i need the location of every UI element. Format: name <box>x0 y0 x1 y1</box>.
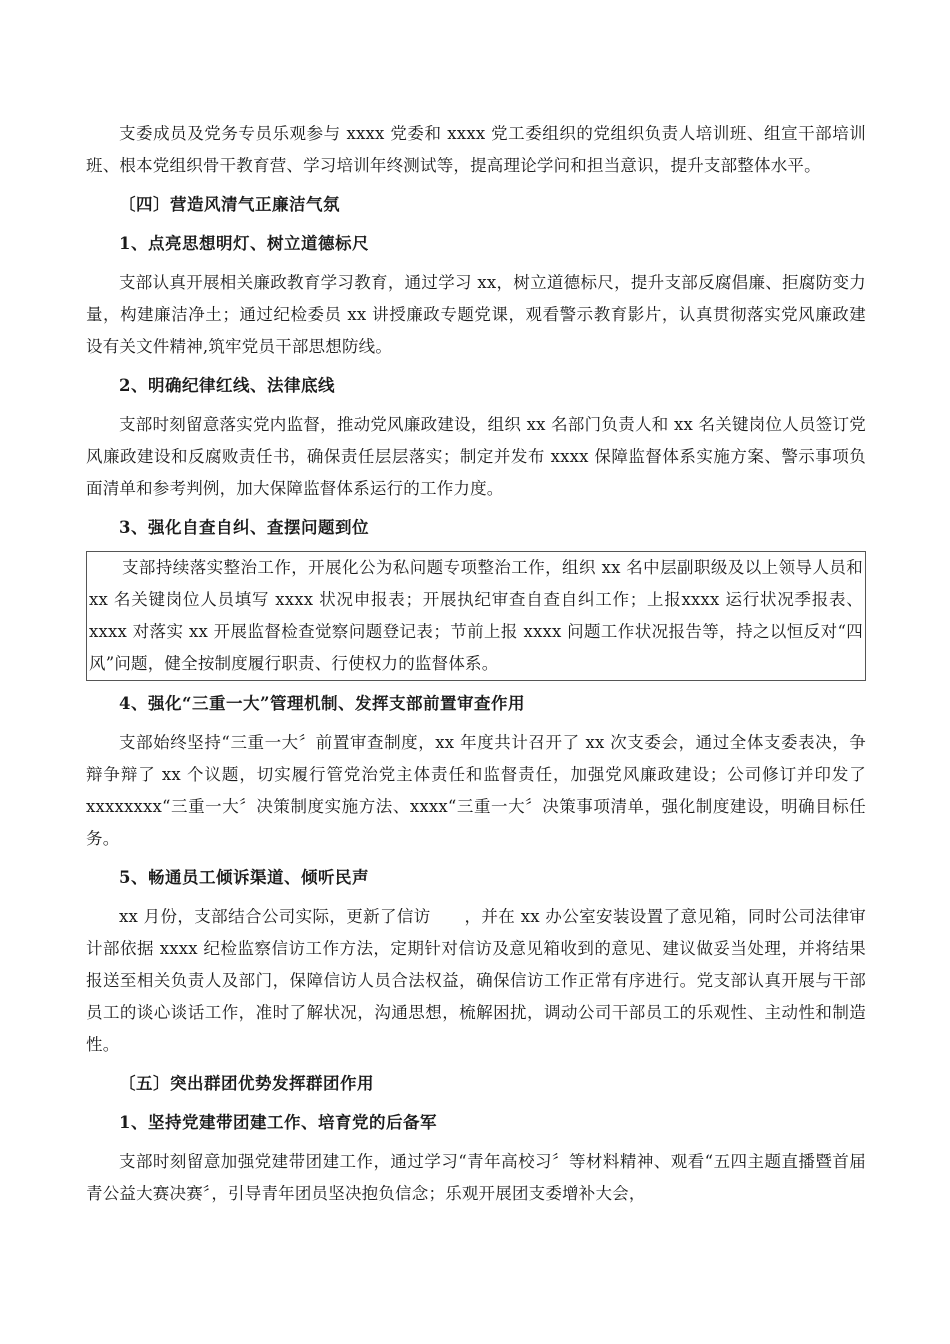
subsection-heading: 3、强化自查自纠、查摆问题到位 <box>119 518 369 537</box>
subsection-heading: 4、强化“三重一大”管理机制、发挥支部前置审查作用 <box>119 694 525 713</box>
subsection-heading: 2、明确纪律红线、法律底线 <box>119 376 335 395</box>
boxed-paragraph: 支部持续落实整治工作，开展化公为私问题专项整治工作，组织 xx 名中层副职级及以上领导人员和 xx 名关键岗位人员填写 xxxx 状况申报表；开展执纪审查自查自纠工作；上报xxxx 运行状况季报表、xxxx 对落实 xx 开展监督检查觉察问题登记表；节前上报 xxxx 问题工作状况报告等，持之以恒反对“四风”问题，健全按制度履行职责、行使权力的监督体系。 <box>86 551 866 681</box>
body-paragraph: xx 月份，支部结合公司实际，更新了信访 ，并在 xx 办公室安装设置了意见箱，同时公司法律审计部依据 xxxx 纪检监察信访工作方法，定期针对信访及意见箱收到的意见、建议做妥当处理，并将结果报送至相关负责人及部门，保障信访人员合法权益，确保信访工作正常有序进行。党支部认真开展与干部员工的谈心谈话工作，准时了解状况，沟通思想，梳解困扰，调动公司干部员工的乐观性、主动性和制造性。 <box>86 907 866 1054</box>
subsection-heading: 1、坚持党建带团建工作、培育党的后备军 <box>119 1113 437 1132</box>
body-paragraph: 支部始终坚持“三重一大〞前置审查制度，xx 年度共计召开了 xx 次支委会，通过全体支委表决，争辩争辩了 xx 个议题，切实履行管党治党主体责任和监督责任，加强党风廉政建设；公司修订并印发了 xxxxxxxx“三重一大〞决策制度实施方法、xxxx“三重一大〞决策事项清单，强化制度建设，明确目标任务。 <box>86 733 866 848</box>
body-paragraph: 支部认真开展相关廉政教育学习教育，通过学习 xx，树立道德标尺，提升支部反腐倡廉、拒腐防变力量，构建廉洁净土；通过纪检委员 xx 讲授廉政专题党课，观看警示教育影片，认真贯彻落实党风廉政建设有关文件精神,筑牢党员干部思想防线。 <box>86 273 866 356</box>
document-page <box>86 118 866 1217</box>
subsection-heading: 5、畅通员工倾诉渠道、倾听民声 <box>119 868 369 887</box>
body-paragraph: 支部时刻留意落实党内监督，推动党风廉政建设，组织 xx 名部门负责人和 xx 名关键岗位人员签订党风廉政建设和反腐败责任书，确保责任层层落实；制定并发布 xxxx 保障监督体系实施方案、警示事项负面清单和参考判例，加大保障监督体系运行的工作力度。 <box>86 415 866 498</box>
section-heading: 〔四〕营造风清气正廉洁气氛 <box>119 195 340 214</box>
body-paragraph: 支部时刻留意加强党建带团建工作，通过学习“青年高校习〞等材料精神、观看“五四主题直播暨首届青公益大赛决赛〞，引导青年团员坚决抱负信念；乐观开展团支委增补大会， <box>86 1152 866 1203</box>
body-paragraph: 支委成员及党务专员乐观参与 xxxx 党委和 xxxx 党工委组织的党组织负责人培训班、组宣干部培训班、根本党组织骨干教育营、学习培训年终测试等，提高理论学问和担当意识，提升支部整体水平。 <box>86 124 866 175</box>
section-heading: 〔五〕突出群团优势发挥群团作用 <box>119 1074 374 1093</box>
subsection-heading: 1、点亮思想明灯、树立道德标尺 <box>119 234 369 253</box>
